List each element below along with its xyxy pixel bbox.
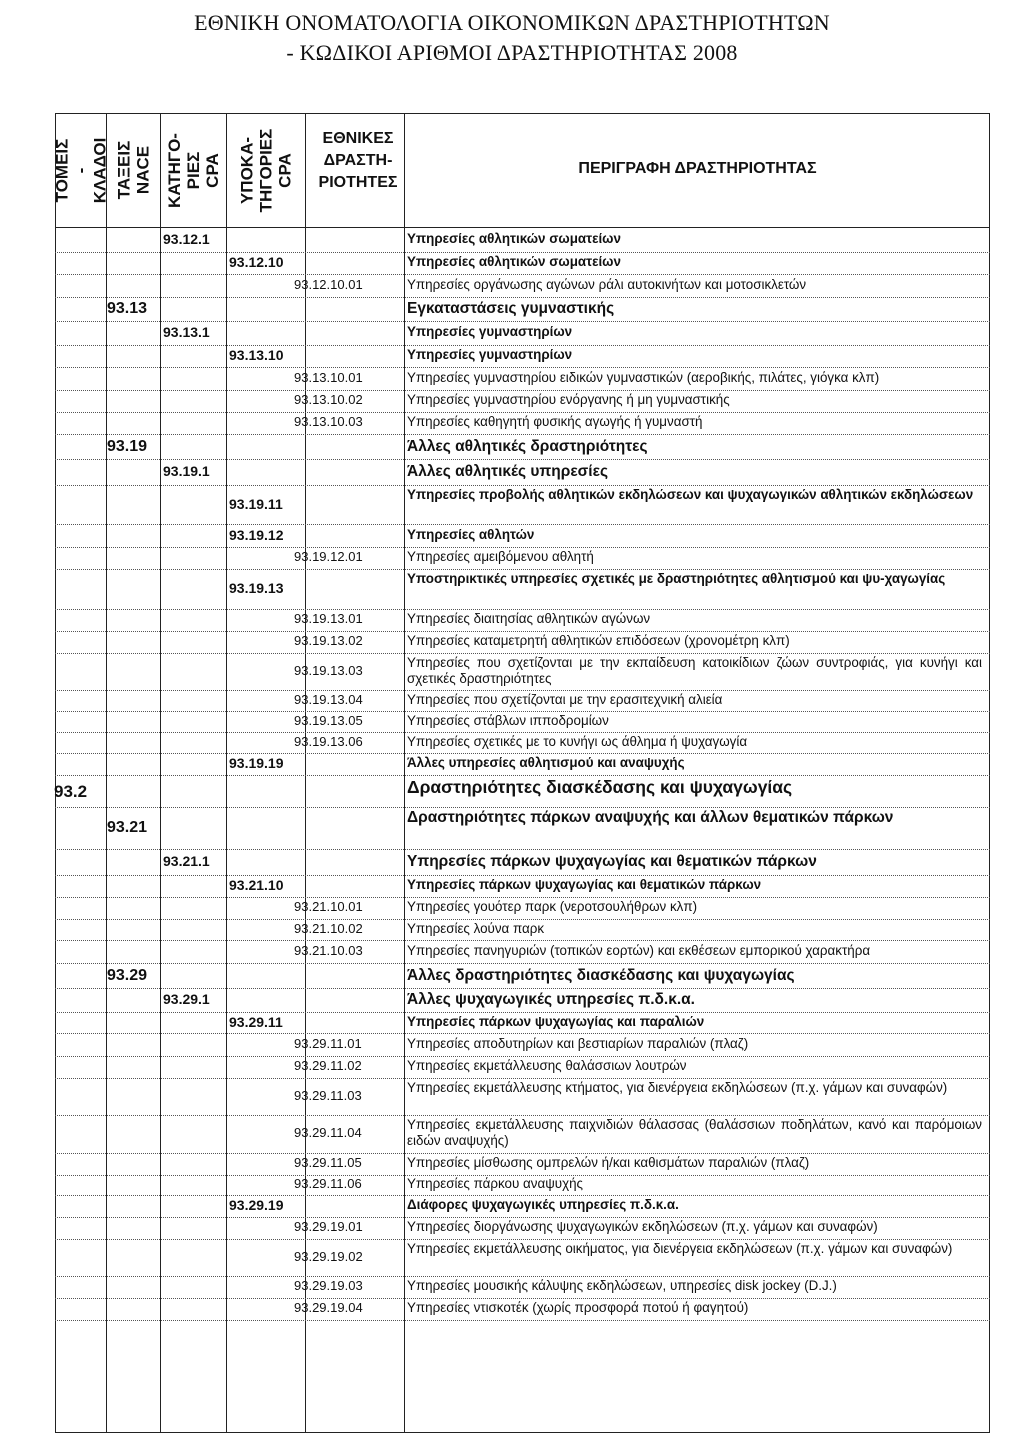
activity-description: Υπηρεσίες διοργάνωσης ψυχαγωγικών εκδηλώσεων (π.χ. γάμων και συναφών) xyxy=(407,1219,878,1234)
activity-code: 93.21.10.02 xyxy=(294,921,363,936)
activity-description: Υπηρεσίες καθηγητή φυσικής αγωγής ή γυμναστή xyxy=(407,414,703,429)
table-row xyxy=(55,569,990,610)
table-row xyxy=(55,919,990,941)
activity-code: 93.29.11.06 xyxy=(294,1176,362,1191)
activity-code: 93.29 xyxy=(107,967,148,984)
table-row xyxy=(55,849,990,876)
table-row xyxy=(55,367,990,391)
activity-description: Άλλες αθλητικές δραστηριότητες xyxy=(407,438,648,455)
activity-description: Υπηρεσίες στάβλων ιπποδρομίων xyxy=(407,713,609,728)
activity-description: Δραστηριότητες διασκέδασης και ψυχαγωγίας xyxy=(407,777,793,797)
activity-code: 93.21.10.01 xyxy=(294,899,363,914)
activity-description: Εγκαταστάσεις γυμναστικής xyxy=(407,300,615,317)
activity-description: Άλλες υπηρεσίες αθλητισμού και αναψυχής xyxy=(407,755,685,770)
table-row xyxy=(55,459,990,486)
activity-code: 93.19.12.01 xyxy=(294,549,363,564)
table-row xyxy=(55,434,990,460)
activity-description: Υπηρεσίες εκμετάλλευσης οικήματος, για διενέργεια εκδηλώσεων (π.χ. γάμων και συναφών) xyxy=(407,1241,953,1256)
header-sectors: ΤΟΜΕΙΣ - ΚΛΑΔΟΙ xyxy=(52,137,110,203)
activity-description: Δραστηριότητες πάρκων αναψυχής και άλλων θεματικών πάρκων xyxy=(407,809,894,826)
table-row xyxy=(55,228,990,253)
table-row xyxy=(55,345,990,368)
table-row xyxy=(55,1175,990,1196)
activity-code: 93.19.19 xyxy=(229,755,284,771)
table-row xyxy=(55,775,990,808)
activity-code: 93.19.12 xyxy=(229,527,284,543)
activity-code: 93.13.10 xyxy=(229,347,284,363)
activity-code: 93.21 xyxy=(107,819,148,836)
activity-code: 93.13.10.03 xyxy=(294,414,363,429)
activity-code: 93.19.13.02 xyxy=(294,633,363,648)
activity-code: 93.19.13 xyxy=(229,580,284,596)
activity-code: 93.2 xyxy=(54,782,88,801)
table-row xyxy=(55,653,990,691)
activity-description: Υπηρεσίες γυμναστηρίων xyxy=(407,324,573,339)
table-row xyxy=(55,988,990,1013)
activity-description: Υπηρεσίες λούνα παρκ xyxy=(407,921,545,936)
activity-description: Υπηρεσίες γυμναστηρίου ειδικών γυμναστικών (αεροβικής, πιλάτες, γιόγκα κλπ) xyxy=(407,370,880,385)
activity-description: Υπηρεσίες πάρκων ψυχαγωγίας και θεματικών πάρκων xyxy=(407,877,762,892)
table-row xyxy=(55,1078,990,1116)
table-top-border xyxy=(55,113,990,114)
activity-description: Υπηρεσίες γουότερ παρκ (νεροτσουλήθρων κλπ) xyxy=(407,899,698,914)
activity-code: 93.12.1 xyxy=(163,231,210,247)
header-subcategories: ΥΠΟΚΑ- ΤΗΓΟΡΙΕΣ CPA xyxy=(237,128,294,212)
activity-description: Υπηρεσίες γυμναστηρίων xyxy=(407,347,573,362)
activity-description: Υποστηρικτικές υπηρεσίες σχετικές με δραστηριότητες αθλητισμού και ψυ-χαγωγίας xyxy=(407,571,946,586)
table-row xyxy=(55,547,990,570)
activity-description: Υπηρεσίες ντισκοτέκ (χωρίς προσφορά ποτού ή φαγητού) xyxy=(407,1300,749,1315)
activity-description: Υπηρεσίες σχετικές με το κυνήγι ως άθλημα ή ψυχαγωγία xyxy=(407,734,748,749)
table-row xyxy=(55,1217,990,1240)
document-subtitle: - ΚΩΔΙΚΟΙ ΑΡΙΘΜΟΙ ΔΡΑΣΤΗΡΙΟΤΗΤΑΣ 2008 xyxy=(286,40,738,65)
activity-description: Υπηρεσίες οργάνωσης αγώνων ράλι αυτοκινήτων και μοτοσικλετών xyxy=(407,277,807,292)
activity-description: Υπηρεσίες αθλητικών σωματείων xyxy=(407,231,621,246)
table-row xyxy=(55,297,990,322)
table-row xyxy=(55,631,990,654)
activity-description: Υπηρεσίες που σχετίζονται με την ερασιτεχνική αλιεία xyxy=(407,692,723,707)
table-row xyxy=(55,321,990,346)
activity-code: 93.29.11.01 xyxy=(294,1036,362,1051)
activity-code: 93.21.10 xyxy=(229,877,284,893)
activity-description: Υπηρεσίες πάρκου αναψυχής xyxy=(407,1176,583,1191)
table-row xyxy=(55,1012,990,1034)
header-national-activities: ΕΘΝΙΚΕΣ ΔΡΑΣΤΗ- ΡΙΟΤΗΤΕΣ xyxy=(318,130,398,191)
activity-code: 93.19.13.05 xyxy=(294,713,363,728)
activity-description: Υπηρεσίες πάρκων ψυχαγωγίας και θεματικών πάρκων xyxy=(407,853,817,870)
activity-code: 93.13.1 xyxy=(163,324,210,340)
table-row xyxy=(55,412,990,435)
activity-code: 93.19.13.03 xyxy=(294,663,363,678)
activity-description: Άλλες δραστηριότητες διασκέδασης και ψυχαγωγίας xyxy=(407,967,795,984)
activity-code: 93.29.11.04 xyxy=(294,1125,362,1140)
activity-code: 93.29.1 xyxy=(163,991,210,1007)
activity-code: 93.29.11.03 xyxy=(294,1088,362,1103)
activity-description: Υπηρεσίες γυμναστηρίου ενόργανης ή μη γυμναστικής xyxy=(407,392,730,407)
activity-code: 93.29.19.01 xyxy=(294,1219,363,1234)
table-row xyxy=(55,390,990,413)
table-row xyxy=(55,485,990,525)
activity-code: 93.21.1 xyxy=(163,853,210,869)
activity-description: Υπηρεσίες αθλητών xyxy=(407,527,535,542)
table-row xyxy=(55,897,990,920)
table-bottom-border xyxy=(55,1432,990,1433)
activity-description: Υπηρεσίες εκμετάλλευσης παιχνιδιών θάλασσας (θαλάσσιων ποδηλάτων, κανό και παρόμοιων ειδών αναψυχής) xyxy=(407,1117,982,1148)
activity-description: Άλλες ψυχαγωγικές υπηρεσίες π.δ.κ.α. xyxy=(407,991,695,1008)
activity-description: Υπηρεσίες διαιτησίας αθλητικών αγώνων xyxy=(407,611,651,626)
table-row xyxy=(55,963,990,989)
activity-code: 93.29.19.02 xyxy=(294,1249,363,1264)
document-title: ΕΘΝΙΚΗ ΟΝΟΜΑΤΟΛΟΓΙΑ ΟΙΚΟΝΟΜΙΚΩΝ ΔΡΑΣΤΗΡΙΟΤΗΤΩΝ xyxy=(194,10,830,35)
activity-code: 93.29.11 xyxy=(229,1014,283,1030)
activity-code: 93.19.1 xyxy=(163,463,210,479)
table-row xyxy=(55,609,990,632)
table-row xyxy=(55,274,990,298)
activity-description: Υπηρεσίες αμειβόμενου αθλητή xyxy=(407,549,594,564)
table-row xyxy=(55,1033,990,1057)
activity-description: Υπηρεσίες πανηγυριών (τοπικών εορτών) και εκθέσεων εμπορικού χαρακτήρα xyxy=(407,943,871,958)
activity-code: 93.12.10 xyxy=(229,254,284,270)
activity-description: Υπηρεσίες που σχετίζονται με την εκπαίδευση κατοικίδιων ζώων συντροφιάς, για κυνήγι και σχετικές δραστηριότητες xyxy=(407,655,982,686)
activity-description: Υπηρεσίες καταμετρητή αθλητικών επιδόσεων (χρονομέτρη κλπ) xyxy=(407,633,790,648)
activity-code: 93.13 xyxy=(107,300,148,317)
table-row xyxy=(55,753,990,776)
activity-description: Διάφορες ψυχαγωγικές υπηρεσίες π.δ.κ.α. xyxy=(407,1197,679,1212)
activity-description: Υπηρεσίες εκμετάλλευσης κτήματος, για διενέργεια εκδηλώσεων (π.χ. γάμων και συναφών) xyxy=(407,1080,948,1095)
activity-code: 93.29.11.05 xyxy=(294,1155,362,1170)
table-row xyxy=(55,1115,990,1154)
activity-description: Υπηρεσίες αποδυτηρίων και βεστιαρίων παραλιών (πλαζ) xyxy=(407,1036,749,1051)
activity-code: 93.12.10.01 xyxy=(294,277,363,292)
table-row xyxy=(55,807,990,850)
table-row xyxy=(55,252,990,275)
activity-code: 93.19.13.04 xyxy=(294,692,363,707)
table-row xyxy=(55,711,990,733)
activity-code: 93.13.10.01 xyxy=(294,370,363,385)
activity-description: Υπηρεσίες μίσθωσης ομπρελών ή/και καθισμάτων παραλιών (πλαζ) xyxy=(407,1155,810,1170)
activity-code: 93.19.13.06 xyxy=(294,734,363,749)
table-row xyxy=(55,1298,990,1321)
header-categories: ΚΑΤΗΓΟ- ΡΙΕΣ CPA xyxy=(164,132,222,208)
activity-code: 93.29.19.03 xyxy=(294,1278,363,1293)
table-row xyxy=(55,1195,990,1218)
activity-description: Υπηρεσίες εκμετάλλευσης θαλάσσιων λουτρών xyxy=(407,1058,687,1073)
activity-code: 93.29.19 xyxy=(229,1197,284,1213)
activity-code: 93.29.11.02 xyxy=(294,1058,362,1073)
activity-code: 93.19 xyxy=(107,438,148,455)
table-row xyxy=(55,1153,990,1176)
table-row xyxy=(55,524,990,548)
activity-code: 93.19.13.01 xyxy=(294,611,363,626)
activity-code: 93.13.10.02 xyxy=(294,392,363,407)
activity-description: Υπηρεσίες πάρκων ψυχαγωγίας και παραλιών xyxy=(407,1014,705,1029)
activity-description: Άλλες αθλητικές υπηρεσίες xyxy=(407,463,609,480)
activity-description: Υπηρεσίες προβολής αθλητικών εκδηλώσεων και ψυχαγωγικών αθλητικών εκδηλώσεων xyxy=(407,487,974,502)
header-classes: ΤΑΞΕΙΣ NACE xyxy=(114,140,153,200)
table-row xyxy=(55,1056,990,1079)
activity-code: 93.21.10.03 xyxy=(294,943,363,958)
table-row xyxy=(55,875,990,898)
activity-description: Υπηρεσίες αθλητικών σωματείων xyxy=(407,254,621,269)
table-row xyxy=(55,732,990,754)
activity-code: 93.29.19.04 xyxy=(294,1300,363,1315)
table-row xyxy=(55,690,990,712)
table-row xyxy=(55,940,990,964)
activity-description: Υπηρεσίες μουσικής κάλυψης εκδηλώσεων, υπηρεσίες disk jockey (D.J.) xyxy=(407,1278,837,1293)
table-row xyxy=(55,1239,990,1277)
header-description: ΠΕΡΙΓΡΑΦΗ ΔΡΑΣΤΗΡΙΟΤΗΤΑΣ xyxy=(578,160,817,177)
table-row xyxy=(55,1276,990,1299)
activity-code: 93.19.11 xyxy=(229,496,283,512)
